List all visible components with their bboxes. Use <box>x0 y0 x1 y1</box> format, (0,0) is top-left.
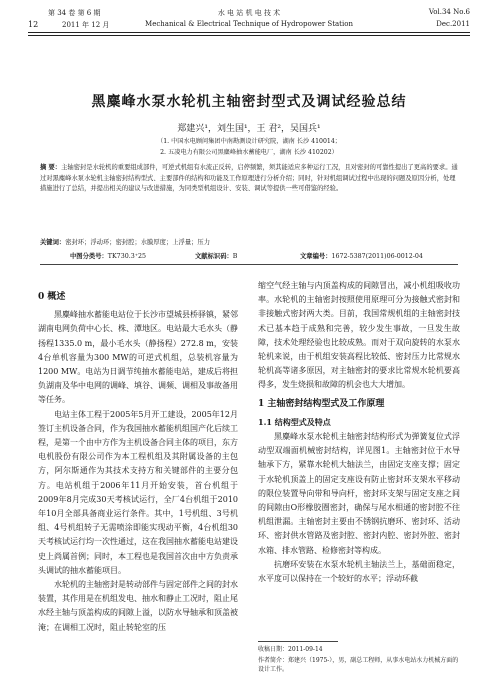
volume-number: Vol.34 No.6 <box>428 8 470 16</box>
article-id: 文章编号：1672-5387(2011)06-0012-04 <box>300 253 423 260</box>
affiliation-2: 2. 五凌电力有限公司黑麋峰抽水蓄能电厂，湖南 长沙 410202） <box>160 149 338 156</box>
document-code: 文献标识码：B <box>195 253 238 260</box>
header-rule-thick <box>28 32 470 33</box>
journal-title-cn: 水 电 站 机 电 技 术 <box>217 9 281 17</box>
abstract-label: 摘 要： <box>40 164 62 171</box>
body-paragraph: 黑麋峰水泵水轮机主轴密封结构形式为弹簧复位式浮动型双端面机械密封结构，详见图1。主轴密封位于水导轴承下方，紧靠水轮机大轴法兰，由固定支座支撑；固定于水轮机顶盖上的固定支座设有防止密封环支架水平移动的限位装置导向带和导向杆，密封环支架与固定支座之间的间隙由O形橡胶圈密封，确保与尾水相通的密封腔不往机组泄漏。主轴密封主要由不锈钢抗磨环、密封环、活动环、密封供水管路及密封腔、密封内腔、密封外腔、密封水箱、排水管路、检修密封等构成。 <box>258 432 460 555</box>
date-en: Dec.2011 <box>436 20 470 28</box>
abstract <box>40 163 458 195</box>
subsection-heading-1-1: 1.1 结构型式及特点 <box>258 416 331 427</box>
footnote-author-bio: 作者简介：郑建兴（1975-），男，副总工程师，从事水电站水力机械方面的设计工作。 <box>258 657 459 673</box>
footnote-received-date: 收稿日期：2011-09-14 <box>258 646 323 653</box>
body-paragraph: 电站主体工程于2005年5月开工建设，2005年12月签订主机设备合同，作为我国抽水蓄能机组国产化后续工程，是第一个由中方作为主机设备合同主体的项目，东方电机股份有限公司作为本工程机组及其附属设备的主包方，阿尔斯通作为其技术支持方和关键部件的主要分包方。电站机组于2006年11月开始安装，首台机组于2009年8月完成30天考核试运行，全厂4台机组于2010年10月全部具备商业运行条件。其中，1号机组、3号机组、4号机组转子无需喷涂即能实现动平衡，4台机组30天考核试运行均一次性通过，这在我国抽水蓄能电站建设史上尚属首例；同时，本工程也是我国首次由中方负责承头调试的抽水蓄能项目。 <box>38 409 238 575</box>
body-paragraph: 黑麋峰抽水蓄能电站位于长沙市望城县桥驿镇，紧邻湖南电网负荷中心长、株、潭地区。电站最大毛水头（静扬程1335.0 m，最小毛水头（静扬程）272.8 m，安装4台单机容量为300 MW的可逆式机组，总装机容量为1200 MW。电站为日调节纯抽水蓄能电站，建成后将担负湖南及华中电网的调峰、填谷、调频、调相及事故备用等任务。 <box>38 310 238 405</box>
body-paragraph: 水轮机的主轴密封是转动部件与固定部件之间的封水装置，其作用是在机组发电、抽水和静止工况时，阻止尾水经主轴与顶盖构成的间隙上溢，以防水导轴承和顶盖被淹；在调相工况时，阻止转轮室的压 <box>38 580 238 632</box>
abstract-divider <box>40 264 458 265</box>
page-number: 12 <box>28 20 39 29</box>
running-header <box>28 6 470 40</box>
date-cn: 2011 年 12 月 <box>62 21 110 29</box>
journal-title-en: Mechanical & Electrical Technique of Hydropower Station <box>145 20 353 28</box>
keywords-text: 密封环；浮动环；密封腔；水膜厚度；上浮量；压力 <box>65 239 211 246</box>
header-rule-thin <box>28 35 470 36</box>
article-title: 黑麋峰水泵水轮机主轴密封型式及调试经验总结 <box>91 94 407 110</box>
body-paragraph: 缩空气经主轴与内顶盖构成的间隙冒出，减小机组吸收功率。水轮机的主轴密封按照使用原理可分为接触式密封和非接触式密封两大类。目前，我国常规机组的主轴密封技术已基本趋于成熟和完善，较少发生事故，一旦发生故障，技术处理经验也比较成熟。而对于双向旋转的水泵水轮机来说，由于机组安装高程比较低、密封压力比常规水轮机高等诸多原因，对主轴密封的要求比常规水轮机要高得多，发生烧损和故障的机会也大大增加。 <box>258 281 460 390</box>
author-list: 郑建兴¹，刘生国¹，王 君²，吴国兵¹ <box>177 124 321 134</box>
abstract-text: 主轴密封是水轮机的重要组成部件，可逆式机组有水流正反转，启停频繁，须其能适应多种运行工况，且对密封的可靠性提出了更高的要求。通过对黑麋峰水泵水轮机主轴密封结构型式、主要部件的结构和功能及工作原理进行分析介绍；同时，针对机组调试过程中出现的问题及原因分析，处理措施进行了总结，并提出相关的建议与改进措施，为同类型机组设计、安装、调试等提供一些可借鉴的经验。 <box>40 164 458 192</box>
affiliation-1: （1. 中国水电顾问集团中南勘测设计研究院，湖南 长沙 410014； <box>157 138 341 145</box>
footnote-rule <box>258 641 338 642</box>
clc-number: 中图分类号：TK730.3⁺25 <box>70 253 147 260</box>
keywords-label: 关键词： <box>40 239 66 246</box>
section-heading-1: 1 主轴密封结构型式及工作原理 <box>258 398 385 409</box>
issue-number: 第 34 卷 第 6 期 <box>48 9 101 17</box>
body-paragraph: 抗磨环安装在水泵水轮机主轴法兰上，基础面稳定，水平度可以保持在一个较好的水平；浮动环截 <box>258 559 460 584</box>
left-column <box>38 288 238 635</box>
right-column <box>258 279 460 586</box>
section-heading-0: 0 概述 <box>38 292 66 302</box>
keywords <box>40 237 458 246</box>
